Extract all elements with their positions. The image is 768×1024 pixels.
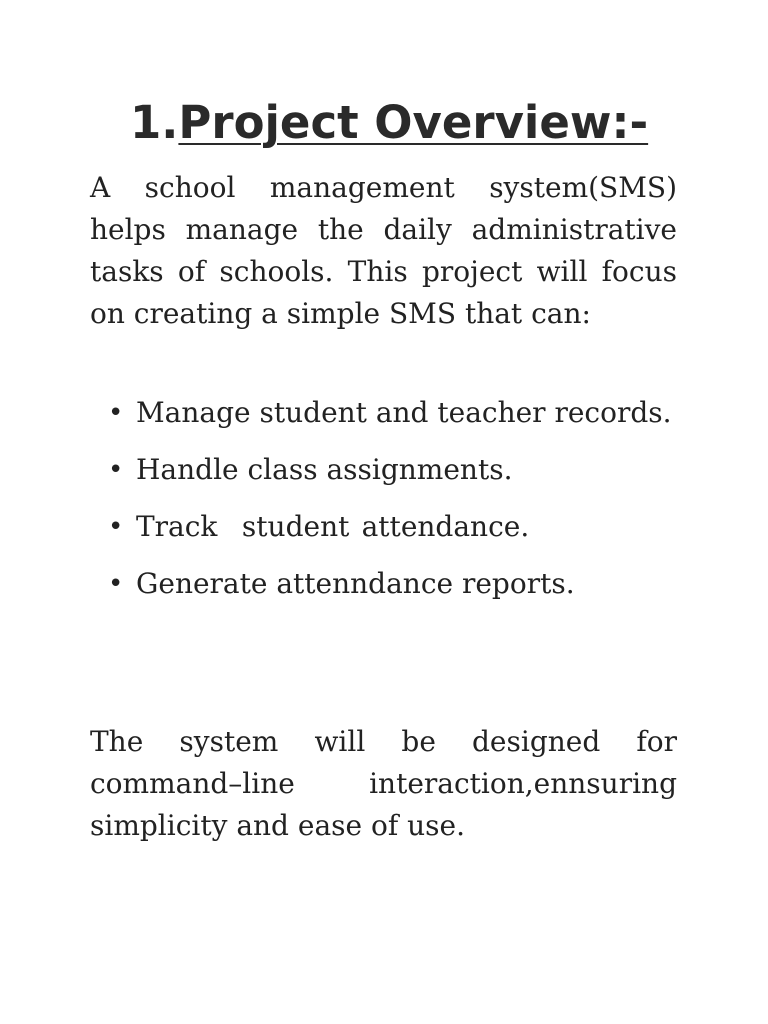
heading-number: 1. [130, 96, 179, 149]
intro-paragraph: A school management system(SMS) helps manage the daily administrative tasks of schools. This project will focus on creating a simple SMS that can: [90, 171, 677, 330]
list-item-text: Handle class assignments. [136, 453, 513, 486]
bullet-icon: • [108, 512, 124, 542]
list-item-text: Generate attenndance reports. [136, 567, 575, 600]
list-item [108, 449, 677, 491]
bullet-icon: • [108, 398, 124, 428]
list-item-text: Track student attendance. [136, 510, 530, 543]
list-item [108, 506, 677, 548]
list-item [108, 563, 677, 605]
heading-title: Project Overview:- [178, 96, 649, 149]
list-item [108, 392, 677, 434]
bullet-icon: • [108, 569, 124, 599]
section-heading [130, 93, 648, 153]
bullet-icon: • [108, 455, 124, 485]
closing-paragraph: The system will be designed for command–line interaction,ennsuring simplicity and ease of use. [90, 725, 677, 842]
feature-list [108, 392, 677, 620]
list-item-text: Manage student and teacher records. [136, 396, 672, 429]
